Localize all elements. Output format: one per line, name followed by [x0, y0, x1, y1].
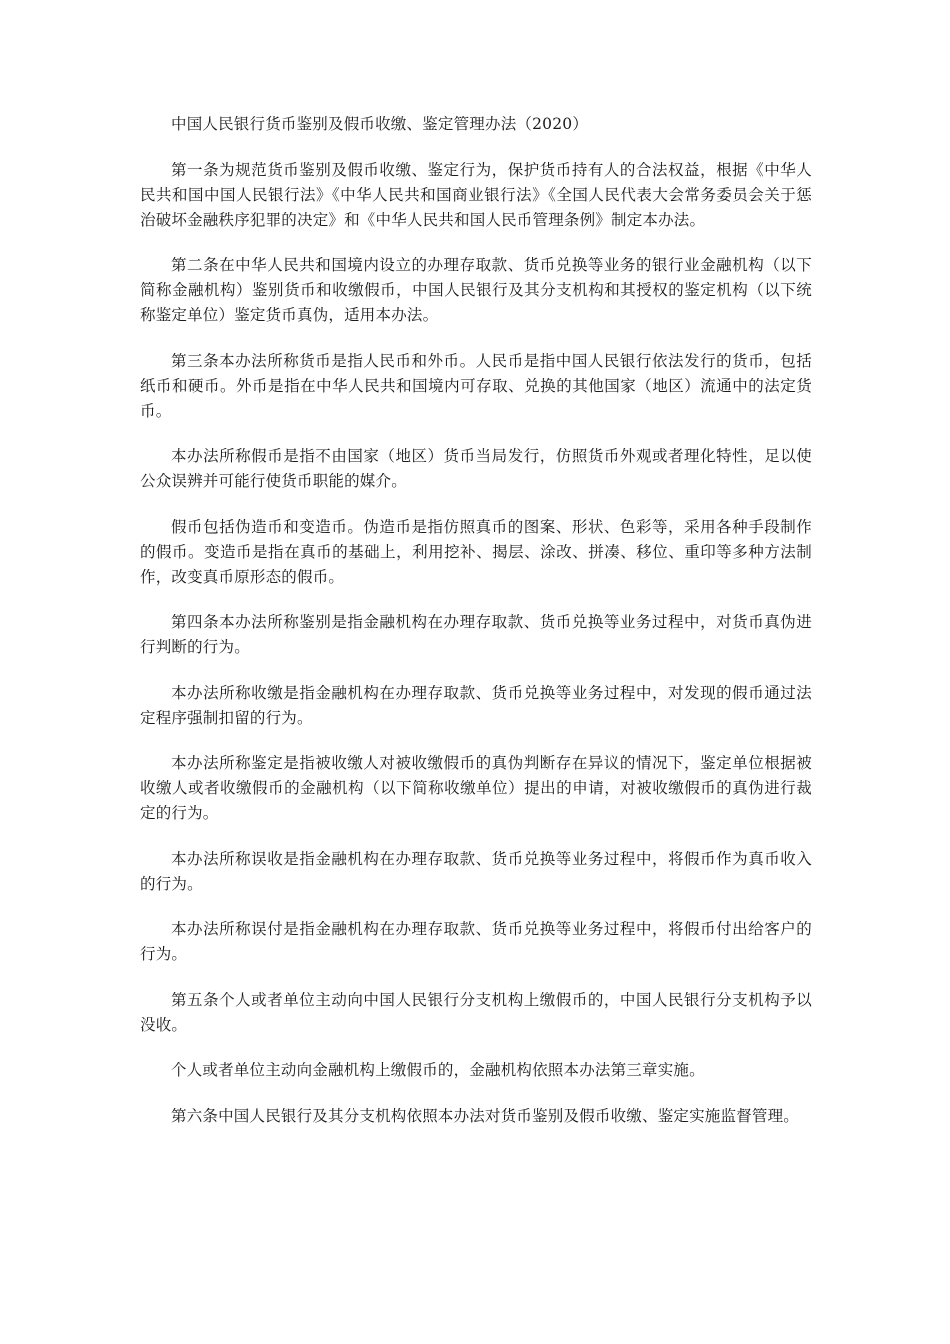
voluntary-surrender-clause: 个人或者单位主动向金融机构上缴假币的，金融机构依照本办法第三章实施。 — [171, 1061, 705, 1079]
confiscation-definition: 本办法所称收缴是指金融机构在办理存取款、货币兑换等业务过程中，对发现的假币通过法定程序强制扣留的行为。 — [140, 683, 812, 727]
article-4: 第四条本办法所称鉴别是指金融机构在办理存取款、货币兑换等业务过程中，对货币真伪进行判断的行为。 — [140, 613, 812, 656]
document-body — [140, 112, 812, 1149]
mistaken-payment-definition: 本办法所称误付是指金融机构在办理存取款、货币兑换等业务过程中，将假币付出给客户的行为。 — [140, 920, 812, 963]
appraisal-definition: 本办法所称鉴定是指被收缴人对被收缴假币的真伪判断存在异议的情况下，鉴定单位根据被收缴人或者收缴假币的金融机构（以下简称收缴单位）提出的申请，对被收缴假币的真伪进行裁定的行为。 — [140, 754, 812, 822]
mistaken-receipt-definition: 本办法所称误收是指金融机构在办理存取款、货币兑换等业务过程中，将假币作为真币收入的行为。 — [140, 849, 812, 893]
article-2: 第二条在中华人民共和国境内设立的办理存取款、货币兑换等业务的银行业金融机构（以下简称金融机构）鉴别货币和收缴假币，中国人民银行及其分支机构和其授权的鉴定机构（以下统称鉴定单位）鉴定货币真伪，适用本办法。 — [140, 256, 812, 324]
article-6: 第六条中国人民银行及其分支机构依照本办法对货币鉴别及假币收缴、鉴定实施监督管理。 — [171, 1106, 800, 1125]
article-5: 第五条个人或者单位主动向中国人民银行分支机构上缴假币的，中国人民银行分支机构予以没收。 — [140, 990, 812, 1034]
article-1: 第一条为规范货币鉴别及假币收缴、鉴定行为，保护货币持有人的合法权益，根据《中华人民共和国中国人民银行法》《中华人民共和国商业银行法》《全国人民代表大会常务委员会关于惩治破坏金融秩序犯罪的决定》和《中华人民共和国人民币管理条例》制定本办法。 — [140, 160, 812, 229]
counterfeit-types: 假币包括伪造币和变造币。伪造币是指仿照真币的图案、形状、色彩等，采用各种手段制作的假币。变造币是指在真币的基础上，利用挖补、揭层、涂改、拼凑、移位、重印等多种方法制作，改变真币原形态的假币。 — [140, 517, 812, 586]
document-title: 中国人民银行货币鉴别及假币收缴、鉴定管理办法（2020） — [171, 115, 589, 133]
counterfeit-definition: 本办法所称假币是指不由国家（地区）货币当局发行，仿照货币外观或者理化特性，足以使公众误辨并可能行使货币职能的媒介。 — [140, 447, 812, 490]
article-3: 第三条本办法所称货币是指人民币和外币。人民币是指中国人民银行依法发行的货币，包括纸币和硬币。外币是指在中华人民共和国境内可存取、兑换的其他国家（地区）流通中的法定货币。 — [140, 351, 812, 420]
